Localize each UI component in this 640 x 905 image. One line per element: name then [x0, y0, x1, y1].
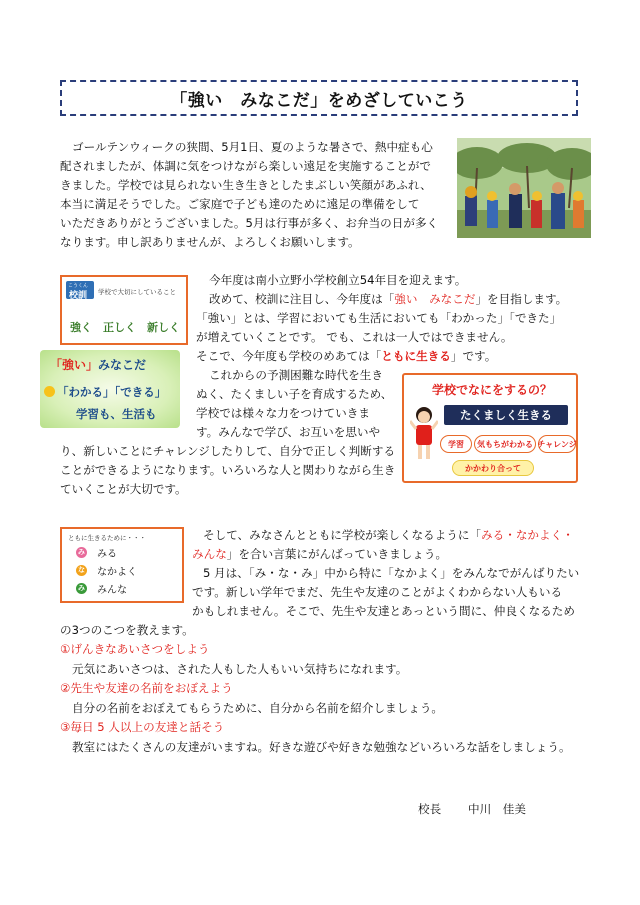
intro-line-6: なります。申し訳ありませんが、よろしくお願いします。 — [60, 235, 360, 249]
green-box-line-2 — [44, 384, 166, 400]
green-box-line-1 — [50, 356, 146, 373]
sec2-line-11: ことができるようになります。いろいろな人と関わりながら生き — [60, 463, 396, 477]
sec2-line-1: 今年度は南小立野小学校創立54年目を迎えます。 — [209, 273, 467, 287]
intro-line-2: 配されましたが、体調に気をつけながら楽しい遠足を実施することがで — [60, 159, 432, 173]
school-purpose-box — [402, 373, 578, 483]
sec3-line-1a: そして、みなさんとともに学校が楽しくなるように「 — [203, 528, 482, 542]
green-box-strong: 「強い」 — [50, 358, 99, 372]
tip-2-body: 自分の名前をおぼえてもらうために、自分から名前を紹介しましょう。 — [72, 701, 444, 715]
school-box-title: 学校でなにをするの？ — [432, 383, 553, 397]
smile-icon — [44, 386, 55, 397]
signature-role: 校長 — [418, 802, 442, 816]
mi-mark-icon: み — [78, 584, 85, 592]
together-item-3-label: みんな — [97, 585, 127, 596]
excursion-photo — [457, 138, 591, 238]
tip-1-title: ①げんきなあいさつをしよう — [60, 642, 210, 656]
girl-icon — [410, 405, 438, 463]
sec2-line-5a: そこで、今年度も学校のめあては「 — [196, 349, 382, 363]
sec3-line-4: です。新しい学年でまだ、先生や友達のことがよくわからない人もいる — [192, 585, 563, 599]
intro-line-1: ゴールテンウィークの狭間、5月1日、夏のような暑さで、熱中症も心 — [72, 140, 433, 154]
sec2-line-5 — [196, 347, 496, 366]
sec2-line-7: ぬく、たくましい子を育成するため、 — [196, 387, 393, 401]
pill-feelings: 気もちがわかる — [474, 435, 536, 453]
together-item-3 — [76, 581, 127, 596]
motto-words: 強く 正しく 新しく — [70, 321, 180, 334]
sec2-line-6: これからの予測困難な時代を生き — [209, 368, 383, 382]
sec2-line-3: 「強い」とは、学習においても生活においても「わかった」「できた」 — [196, 311, 562, 325]
strong-minakoda-box — [40, 350, 180, 428]
tip-3-body: 教室にはたくさんの友達がいますね。好きな遊びや好きな勉強などいろいろな話をしましょう。 — [72, 740, 571, 754]
school-motto-box — [60, 275, 188, 345]
na-mark-icon: な — [78, 566, 85, 574]
together-item-2 — [76, 563, 137, 578]
together-item-1 — [76, 545, 117, 560]
sec2-line-4: が増えていくことです。 でも、これは一人ではできません。 — [196, 330, 513, 344]
sec3-line-2 — [192, 545, 447, 564]
sec2-line-12: ていくことが大切です。 — [60, 482, 187, 496]
school-box-main: たくましく生きる — [444, 405, 568, 425]
orchard-photo-image — [457, 138, 591, 238]
motto-badge — [66, 281, 94, 299]
sec2-line-8: 学校では様々な力をつけていきま — [196, 406, 370, 420]
sec2-motto-red: 強い みなこだ — [394, 292, 476, 306]
school-box-bottom: かかわり合って — [452, 460, 534, 476]
motto-subtitle: 学校で大切にしていること — [98, 288, 176, 296]
together-item-1-label: みる — [97, 549, 117, 560]
tip-3-title: ③毎日 5 人以上の友達と話そう — [60, 720, 225, 734]
intro-line-3: きました。学校では見られない生き生きとしたまぶしい笑顔があふれ、 — [60, 178, 432, 192]
sec2-line-5c: 」です。 — [450, 349, 497, 363]
sec3-line-1 — [203, 526, 574, 545]
intro-line-4: 本当に満足そうでした。ご家庭で子ども達のために遠足の準備をして — [60, 197, 420, 211]
sec2-line-9: す。みんなで学び、お互いを思いや — [196, 425, 381, 439]
green-box-understand: 「わかる」「できる」 — [57, 385, 167, 399]
tip-2-title: ②先生や友達の名前をおぼえよう — [60, 681, 233, 695]
sec2-line-10: り、新しいことにチャレンジしたりして、自分で正しく判断する — [60, 444, 396, 458]
sec3-line-2b: 」を合い言葉にがんばっていきましょう。 — [226, 547, 448, 561]
sec2-line-2 — [209, 290, 567, 309]
tip-1-body: 元気にあいさつは、された人もした人もいい気持ちになれます。 — [72, 662, 408, 676]
pill-challenge: チャレンジ — [538, 435, 576, 453]
signature-name: 中川 佳美 — [468, 802, 526, 816]
together-box-head: ともに生きるために・・・ — [68, 534, 146, 542]
pill-study: 学習 — [440, 435, 472, 453]
mi-mark-icon: み — [78, 548, 85, 556]
sec2-goal-red: ともに生きる — [381, 349, 451, 363]
intro-line-5: いただきありがとうございました。5月は行事が多く、お弁当の日が多く — [60, 216, 439, 230]
sec2-line-2c: 」を目指します。 — [475, 292, 568, 306]
green-box-minakoda: みなこだ — [98, 358, 147, 372]
motto-badge-ruby: こうくん — [68, 283, 89, 289]
title-banner — [60, 80, 578, 116]
sec3-watchword-2: みんな — [192, 547, 227, 561]
page-title: 「強い みなこだ」をめざしていこう — [170, 90, 468, 111]
sec3-watchword-1: みる・なかよく・ — [481, 528, 574, 542]
together-box — [60, 527, 184, 603]
sec2-line-2a: 改めて、校訓に注目し、今年度は「 — [209, 292, 395, 306]
sec3-line-3: 5 月は、「み・な・み」中から特に「なかよく」をみんなでがんばりたい — [203, 566, 580, 580]
green-box-line-3: 学習も、生活も — [76, 407, 157, 421]
together-item-2-label: なかよく — [97, 567, 137, 578]
motto-badge-label: 校訓 — [69, 291, 88, 301]
sec3-line-5: かもしれません。そこで、先生や友達とあっという間に、仲良くなるため — [192, 604, 575, 618]
sec3-line-6: の3つのこつを教えます。 — [60, 623, 194, 637]
